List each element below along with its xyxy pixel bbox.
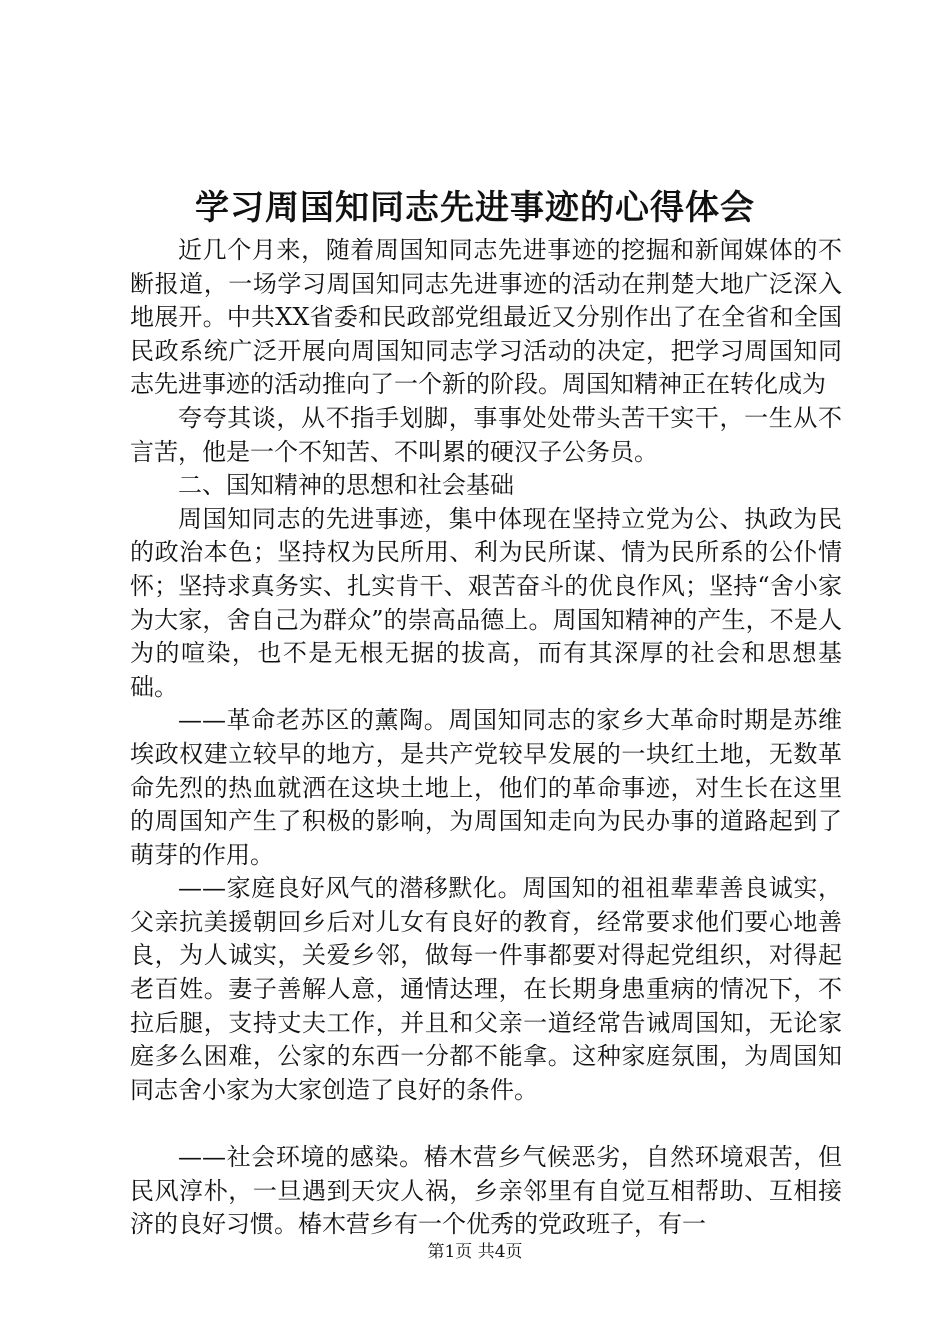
document-title: 学习周国知同志先进事迹的心得体会 — [195, 188, 755, 228]
section-heading: 二、国知精神的思想和社会基础 — [178, 471, 514, 500]
page-footer: 第1页 共4页 — [427, 1242, 523, 1262]
document-body — [130, 234, 842, 1242]
paragraph: 周国知同志的先进事迹，集中体现在坚持立党为公、执政为民的政治本色；坚持权为民所用、利为民所谋、情为民所系的公仆情怀；坚持求真务实、扎实肯干、艰苦奋斗的优良作风；坚持“舍小家为大家，舍自己为群众”的崇高品德上。周国知精神的产生，不是人为的喧染，也不是无根无据的拔高，而有其深厚的社会和思想基础。 — [130, 504, 842, 701]
paragraph: 夸夸其谈，从不指手划脚，事事处处带头苦干实干，一生从不言苦，他是一个不知苦、不叫累的硬汉子公务员。 — [130, 403, 842, 466]
paragraph: ——社会环境的感染。椿木营乡气候恶劣，自然环境艰苦，但民风淳朴，一旦遇到天灾人祸，乡亲邻里有自觉互相帮助、互相接济的良好习惯。椿木营乡有一个优秀的党政班子，有一 — [130, 1143, 842, 1239]
paragraph: ——家庭良好风气的潜移默化。周国知的祖祖辈辈善良诚实，父亲抗美援朝回乡后对儿女有良好的教育，经常要求他们要心地善良，为人诚实，关爱乡邻，做每一件事都要对得起党组织，对得起老百姓。妻子善解人意，通情达理，在长期身患重病的情况下，不拉后腿，支持丈夫工作，并且和父亲一道经常告诫周国知，无论家庭多么困难，公家的东西一分都不能拿。这种家庭氛围，为周国知同志舍小家为大家创造了良好的条件。 — [130, 874, 842, 1104]
paragraph: 近几个月来，随着周国知同志先进事迹的挖掘和新闻媒体的不断报道，一场学习周国知同志先进事迹的活动在荆楚大地广泛深入地展开。中共XX省委和民政部党组最近又分别作出了在全省和全国民政系统广泛开展向周国知同志学习活动的决定，把学习周国知同志先进事迹的活动推向了一个新的阶段。周国知精神正在转化成为 — [130, 236, 842, 399]
paragraph: ——革命老苏区的薰陶。周国知同志的家乡大革命时期是苏维埃政权建立较早的地方，是共产党较早发展的一块红土地，无数革命先烈的热血就洒在这块土地上，他们的革命事迹，对生长在这里的周国知产生了积极的影响，为周国知走向为民办事的道路起到了萌芽的作用。 — [130, 706, 842, 869]
